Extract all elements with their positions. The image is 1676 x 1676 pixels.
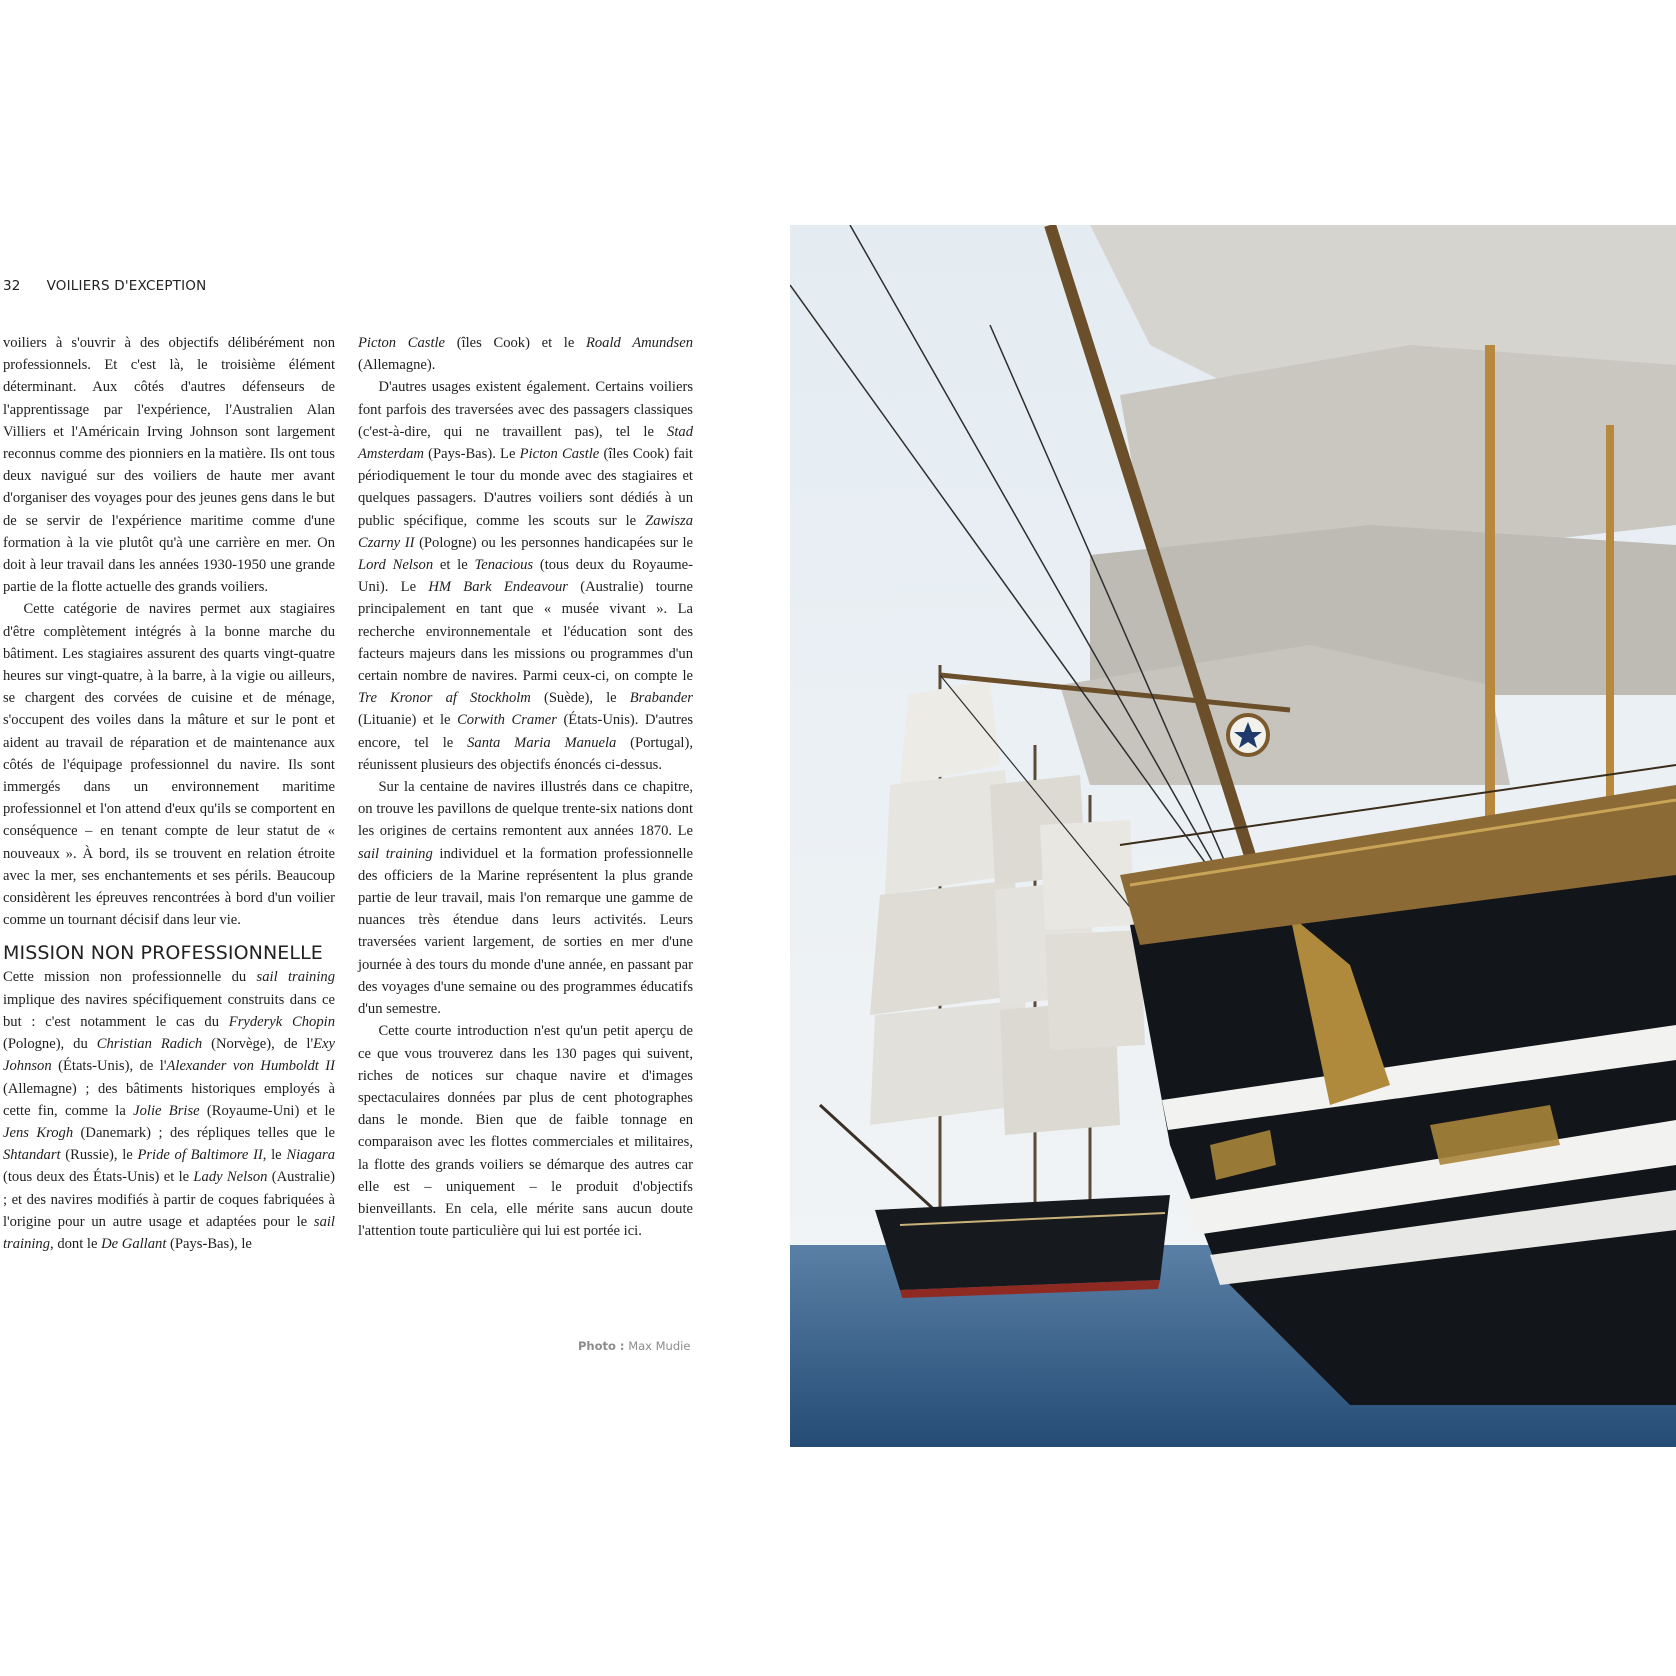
running-head — [3, 278, 206, 294]
photo-credit-name: Max Mudie — [628, 1339, 691, 1353]
text-column-middle — [358, 332, 693, 1242]
paragraph: Cette catégorie de navires permet aux stagiaires d'être complètement intégrés à la bonne marche du bâtiment. Les stagiaires assurent des quarts vingt-quatre heures sur vingt-quatre, à la barre, à la vigie ou ailleurs, se chargent des corvées de cuisine et de ménage, s'occupent des voiles dans la mâture et sur le pont et aident au travail de réparation et de maintenance aux côtés de l'équipage professionnel du navire. Ils sont immergés dans un environnement maritime professionnel et l'on attend d'eux qu'ils se comportent en conséquence – en tenant compte de leur statut de « nouveaux ». À bord, ils se trouvent en relation étroite avec la mer, ses enchantements et ses périls. Beaucoup considèrent les épreuves rencontrées à bord d'un voilier comme un tournant décisif dans leur vie. — [3, 601, 335, 929]
paragraph: Cette mission non professionnelle du sail training implique des navires spécifiquement construits dans ce but : c'est notamment le cas du Fryderyk Chopin (Pologne), du Christian Radich (Norvège), de l'Exy Johnson (États-Unis), de l'Alexander von Humboldt II (Allemagne) ; des bâtiments historiques employés à cette fin, comme la Jolie Brise (Royaume-Uni) et le Jens Krogh (Danemark) ; des répliques telles que le Shtandart (Russie), le Pride of Baltimore II, le Niagara (tous deux des États-Unis) et le Lady Nelson (Australie) ; et des navires modifiés à partir de coques fabriquées à l'origine pour un autre usage et adaptées pour le sail training, dont le De Gallant (Pays-Bas), le — [3, 969, 335, 1252]
paragraph: D'autres usages existent également. Certains voiliers font parfois des traversées avec des passagers classiques (c'est-à-dire, qui ne travaillent pas), tel le Stad Amsterdam (Pays-Bas). Le Picton Castle (îles Cook) fait périodiquement le tour du monde avec des stagiaires et quelques passagers. D'autres voiliers sont dédiés à un public spécifique, comme les scouts sur le Zawisza Czarny II (Pologne) ou les personnes handicapées sur le Lord Nelson et le Tenacious (tous deux du Royaume-Uni). Le HM Bark Endeavour (Australie) tourne principalement en tant que « musée vivant ». La recherche environnementale et l'éducation sont des facteurs majeurs dans les missions ou programmes d'un certain nombre de navires. Parmi ceux-ci, on compte le Tre Kronor af Stockholm (Suède), le Brabander (Lituanie) et le Corwith Cramer (États-Unis). D'autres encore, tel le Santa Maria Manuela (Portugal), réunissent plusieurs des objectifs énoncés ci-dessus. — [358, 379, 693, 773]
book-title: VOILIERS D'EXCEPTION — [46, 278, 207, 294]
paragraph: Picton Castle (îles Cook) et le Roald Amundsen (Allemagne). — [358, 335, 693, 374]
page-number: 32 — [3, 278, 21, 294]
photo-credit-label: Photo : — [578, 1339, 625, 1353]
paragraph: Sur la centaine de navires illustrés dans ce chapitre, on trouve les pavillons de quelque trente-six nations dont les origines de certains remontent aux années 1870. Le sail training individuel et la formation professionnelle des officiers de la Marine représentent la plus grande partie de leur travail, mais l'on remarque une gamme de nuances très étendue dans leurs activités. Leurs traversées varient largement, de sorties en mer d'une journée à des tours du monde d'une année, en passant par des voyages d'une semaine ou des programmes éducatifs d'un semestre. — [358, 779, 694, 1018]
section-heading: MISSION NON PROFESSIONNELLE — [3, 942, 323, 965]
paragraph: voiliers à s'ouvrir à des objectifs délibérément non professionnels. Et c'est là, le troisième élément déterminant. Aux côtés d'autres défenseurs de l'apprentissage par l'expérience, l'Australien Alan Villiers et l'Américain Irving Johnson sont largement reconnus comme des pionniers en la matière. Ils ont tous deux navigué sur des voiliers de haute mer avant d'organiser des voyages pour des jeunes gens dans le but de se servir de l'expérience maritime comme d'une formation à la vie plutôt qu'à une carrière en mer. On doit à leur travail dans les années 1930-1950 une grande partie de la flotte actuelle des grands voiliers. — [3, 335, 335, 596]
tall-ships-photo — [790, 225, 1676, 1447]
text-column-left — [3, 332, 335, 1255]
tall-ships-illustration — [790, 225, 1676, 1447]
paragraph: Cette courte introduction n'est qu'un petit aperçu de ce que vous trouverez dans les 130 pages qui suivent, riches de notices sur chaque navire et d'images spectaculaires données par plus de cent photographes dans le monde. Bien que de faible tonnage en comparaison avec les flottes commerciales et militaires, la flotte des grands voiliers se démarque des autres car elle est – uniquement – le produit d'objectifs bienveillants. En cela, elle mérite sans aucun doute l'attention toute particulière qui lui est portée ici. — [358, 1023, 693, 1240]
photo-credit — [578, 1339, 690, 1353]
